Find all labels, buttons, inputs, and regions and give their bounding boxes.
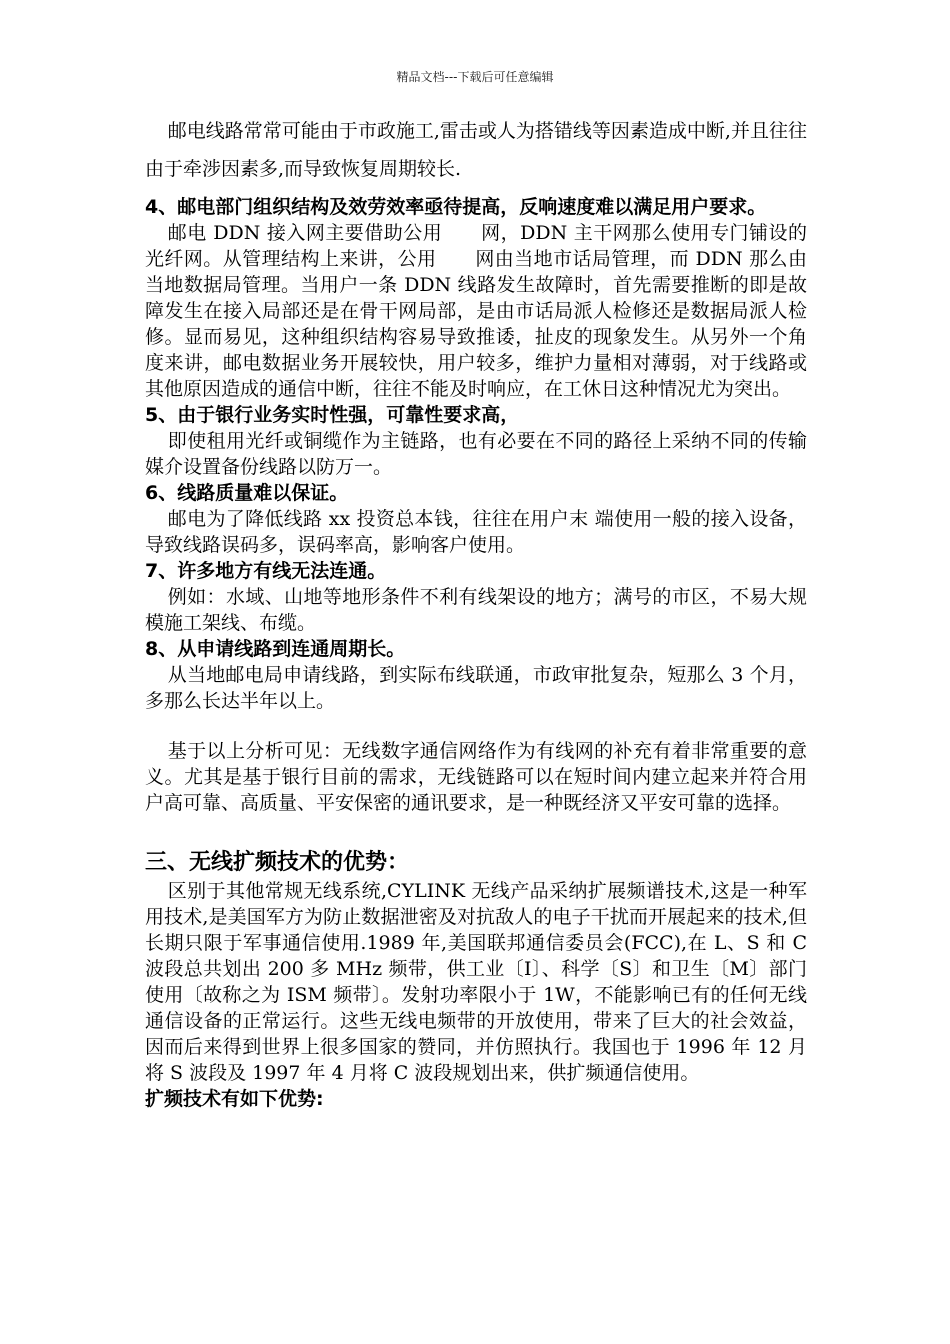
paragraph-item-6: 邮电为了降低线路 xx 投资总本钱，往往在用户末 端使用一般的接入设备，导致线路误码多，误码率高，影响客户使用。 xyxy=(145,508,807,556)
paragraph-item-5: 即使租用光纤或铜缆作为主链路，也有必要在不同的路径上采纳不同的传输媒介设置备份线路以防万一。 xyxy=(145,430,807,478)
heading-item-8: 8、从申请线路到连通周期长。 xyxy=(145,638,406,660)
heading-item-7: 7、许多地方有线无法连通。 xyxy=(145,560,387,582)
page-header: 精品文档---下载后可任意编辑 xyxy=(396,70,554,84)
section-heading-3: 三、无线扩频技术的优势： xyxy=(145,850,410,875)
heading-item-6: 6、线路质量难以保证。 xyxy=(145,482,349,504)
heading-item-5: 5、由于银行业务实时性强，可靠性要求高， xyxy=(145,404,520,426)
paragraph-item-8: 从当地邮电局申请线路，到实际布线联通，市政审批复杂，短那么 3 个月，多那么长达半年以上。 xyxy=(145,664,807,712)
paragraph-line-interruption: 邮电线路常常可能由于市政施工,雷击或人为搭错线等因素造成中断,并且往往由于牵涉因素多,而导致恢复周期较长. xyxy=(145,120,807,180)
paragraph-item-7: 例如：水域、山地等地形条件不利有线架设的地方；满号的市区，不易大规模施工架线、布缆。 xyxy=(145,586,807,634)
paragraph-summary: 基于以上分析可见：无线数字通信网络作为有线网的补充有着非常重要的意义。尤其是基于银行目前的需求，无线链路可以在短时间内建立起来并符合用户高可靠、高质量、平安保密的通讯要求，是一种既经济又平安可靠的选择。 xyxy=(145,740,807,814)
document-body xyxy=(145,112,807,1112)
paragraph-item-4: 邮电 DDN 接入网主要借助公用 网，DDN 主干网那么使用专门铺设的光纤网。从管理结构上来讲，公用 网由当地市话局管理，而 DDN 那么由当地数据局管理。当用户一条 DDN 线路发生故障时，首先需要推断的即是故障发生在接入局部还是在骨干网局部，是由市话局派人检修还是数据局派人检修。显而易见，这种组织结构容易导致推诿，扯皮的现象发生。从另外一个角度来讲，邮电数据业务开展较快，用户较多，维护力量相对薄弱，对于线路或其他原因造成的通信中断，往往不能及时响应，在工休日这种情况尤为突出。 xyxy=(145,222,807,400)
paragraph-section-3: 区别于其他常规无线系统,CYLINK 无线产品采纳扩展频谱技术,这是一种军用技术,是美国军方为防止数据泄密及对抗敌人的电子干扰而开展起来的技术,但长期只限于军事通信使用.1989 年,美国联邦通信委员会(FCC),在 L、S 和 C 波段总共划出 200 多 MHz 频带，供工业〔I〕、科学〔S〕和卫生〔M〕部门使用〔故称之为 ISM 频带〕。发射功率限小于 1W，不能影响已有的任何无线通信设备的正常运行。这些无线电频带的开放使用，带来了巨大的社会效益，因而后来得到世界上很多国家的赞同，并仿照执行。我国也于 1996 年 12 月将 S 波段及 1997 年 4 月将 C 波段规划出来，供扩频通信使用。 xyxy=(145,880,807,1084)
heading-item-4: 4、邮电部门组织结构及效劳效率亟待提高，反响速度难以满足用户要求。 xyxy=(145,196,767,218)
heading-advantages: 扩频技术有如下优势: xyxy=(145,1088,324,1110)
